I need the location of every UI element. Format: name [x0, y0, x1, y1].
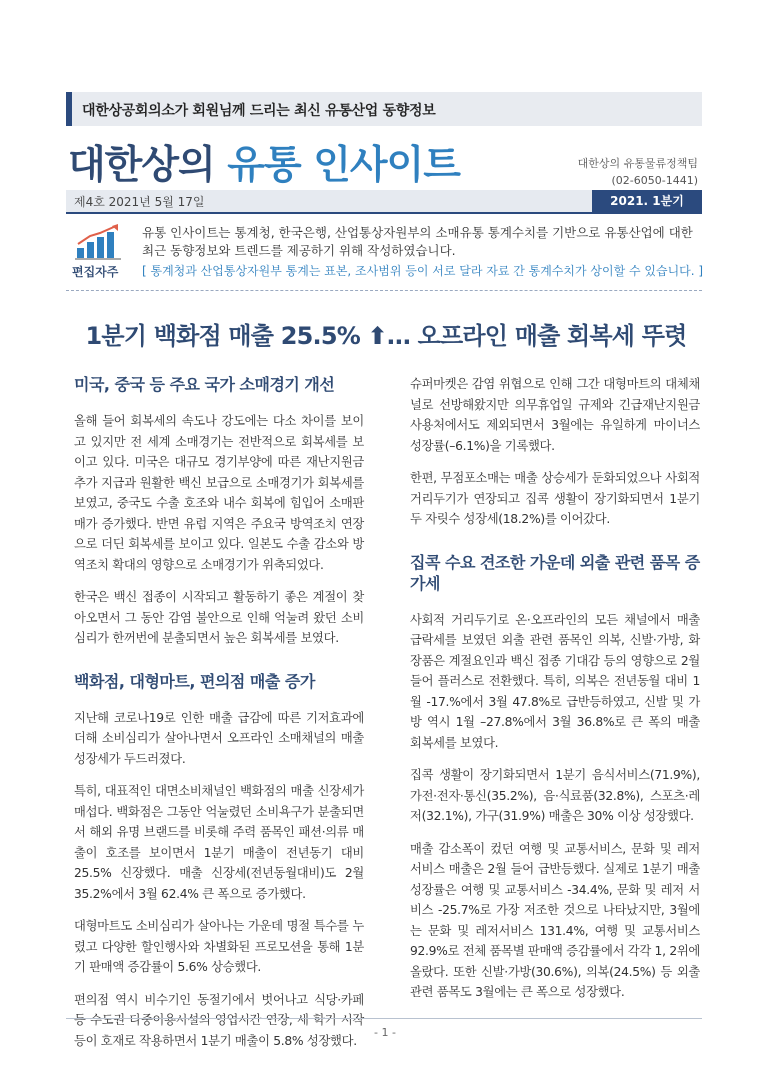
paragraph: 한편, 무점포소매는 매출 상승세가 둔화되었으나 사회적 거리두기가 연장되고 집콕 생활이 장기화되면서 1분기 두 자릿수 성장세(18.2%)를 이어갔다.: [410, 471, 700, 526]
header-tagline: 대한상공회의소가 회원님께 드리는 최신 유통산업 동향정보: [82, 103, 436, 119]
section-divider: [66, 290, 702, 291]
paragraph: 매출 감소폭이 컸던 여행 및 교통서비스, 문화 및 레저 서비스 매출은 2월 들어 급반등했다. 실제로 1분기 매출 성장률은 여행 및 교통서비스 -34.4%, 문화 및 레저 서비스 -25.7%로 가장 저조한 것으로 나타났지만, 3월에는 문화 및 레저서비스 131.4%, 여행 및 교통서비스 92.9%로 전체 품목별 판매액 증감률에서 각각 1, 2위에 올랐다. 또한 신발·가방(30.6%), 의복(24.5%) 등 외출관련 품목도 3월에는 큰 폭으로 성장했다.: [410, 841, 700, 999]
header-tagline-bar: [66, 92, 702, 126]
paragraph: 올해 들어 회복세의 속도나 강도에는 다소 차이를 보이고 있지만 전 세계 소매경기는 전반적으로 회복세를 보이고 있다. 미국은 대규모 경기부양에 따른 재난지원금 추가 지급과 원활한 백신 보급으로 소매경기가 회복세를 보였고, 중국도 수출 호조와 내수 회복에 힘입어 소매판매가 증가했다. 반면 유럽 지역은 주요국 방역조치 연장으로 더딘 회복세를 보이고 있다. 일본도 수출 감소와 방역조치 확대의 영향으로 소매경기가 위축되었다.: [74, 414, 364, 572]
paragraph: 슈퍼마켓은 감염 위협으로 인해 그간 대형마트의 대체채널로 선방해왔지만 의무휴업일 규제와 긴급재난지원금 사용처에서도 제외되면서 3월에는 유일하게 마이너스 성장률(–6.1%)을 기록했다.: [410, 377, 700, 453]
paragraph: 집콕 생활이 장기화되면서 1분기 음식서비스(71.9%), 가전·전자·통신(35.2%), 음·식료품(32.8%), 스포츠·레저(32.1%), 가구(31.9%) 매출은 30% 이상 성장했다.: [410, 768, 700, 823]
page-number: - 1 -: [374, 1026, 396, 1039]
editor-disclaimer: [ 통계청과 산업통상자원부 통계는 표본, 조사범위 등이 서로 달라 자료 간 통계수치가 상이할 수 있습니다. ]: [142, 264, 704, 278]
editor-note-text: 유통 인사이트는 통계청, 한국은행, 산업통상자원부의 소매유통 통계수치를 기반으로 유통산업에 대한 최근 동향정보와 트렌드를 제공하기 위해 작성하였습니다.: [142, 225, 693, 258]
right-column: [410, 374, 700, 1015]
tagline-accent: [66, 92, 72, 126]
paragraph: 편의점 역시 비수기인 동절기에서 벗어나고 식당·카페 등 수도권 다중이용시설의 영업시간 연장, 새 학기 시작 등이 호재로 작용하면서 1분기 매출이 5.8% 성장했다.: [74, 992, 364, 1048]
editor-note-label: 편집자주: [72, 265, 119, 279]
department-info: [578, 155, 698, 189]
left-column: [74, 374, 364, 1063]
paragraph: 대형마트도 소비심리가 살아나는 가운데 명절 특수를 누렸고 다양한 할인행사와 차별화된 프로모션을 통해 1분기 판매액 증감률이 5.6% 상승했다.: [74, 919, 364, 974]
paragraph: 지난해 코로나19로 인한 매출 급감에 따른 기저효과에 더해 소비심리가 살아나면서 오프라인 소매채널의 매출 성장세가 두드러졌다.: [74, 710, 364, 766]
department-phone: (02-6050-1441): [611, 174, 698, 187]
title-part2: 유통 인사이트: [227, 143, 460, 188]
section-heading: 백화점, 대형마트, 편의점 매출 증가: [74, 671, 315, 691]
title-part1: 대한상의: [68, 143, 215, 188]
article-headline: 1분기 백화점 매출 25.5% ⬆… 오프라인 매출 회복세 뚜렷: [85, 322, 687, 350]
paragraph: 특히, 대표적인 대면소비채널인 백화점의 매출 신장세가 매섭다. 백화점은 그동안 억눌렸던 소비욕구가 분출되면서 해외 유명 브랜드를 비롯해 주력 품목인 패션·의류 매출이 호조를 보이면서 1분기 매출이 전년동기 대비 25.5% 신장했다. 매출 신장세(전년동월대비)도 2월 35.2%에서 3월 62.4% 큰 폭으로 증가했다.: [74, 784, 364, 901]
issue-date: 제4호 2021년 5월 17일: [74, 195, 205, 209]
bar-chart-growth-icon: [74, 224, 124, 260]
section-heading: 미국, 중국 등 주요 국가 소매경기 개선: [74, 375, 335, 394]
department-name: 대한상의 유통물류정책팀: [577, 157, 698, 170]
quarter-badge: 2021. 1분기: [592, 190, 702, 212]
page-title: [68, 134, 460, 190]
paragraph: 한국은 백신 접종이 시작되고 활동하기 좋은 계절이 찾아오면서 그 동안 감염 불안으로 인해 억눌려 왔던 소비심리가 한꺼번에 분출되면서 높은 회복세를 보였다.: [74, 590, 364, 645]
issue-bar: [66, 190, 702, 214]
section-heading: 집콕 수요 견조한 가운데 외출 관련 품목 증가세: [410, 552, 700, 593]
footer-divider: [66, 1018, 702, 1019]
paragraph: 사회적 거리두기로 온·오프라인의 모든 채널에서 매출 급락세를 보였던 외출 관련 품목인 의복, 신발·가방, 화장품은 계절요인과 백신 접종 기대감 등의 영향으로 2월 들어 플러스로 전환했다. 특히, 의복은 전년동월 대비 1월 -17.%에서 3월 47.8%로 급반등하였고, 신발 및 가방 역시 1월 –27.8%에서 3월 36.8%로 큰 폭의 매출 회복세를 보였다.: [410, 612, 700, 750]
